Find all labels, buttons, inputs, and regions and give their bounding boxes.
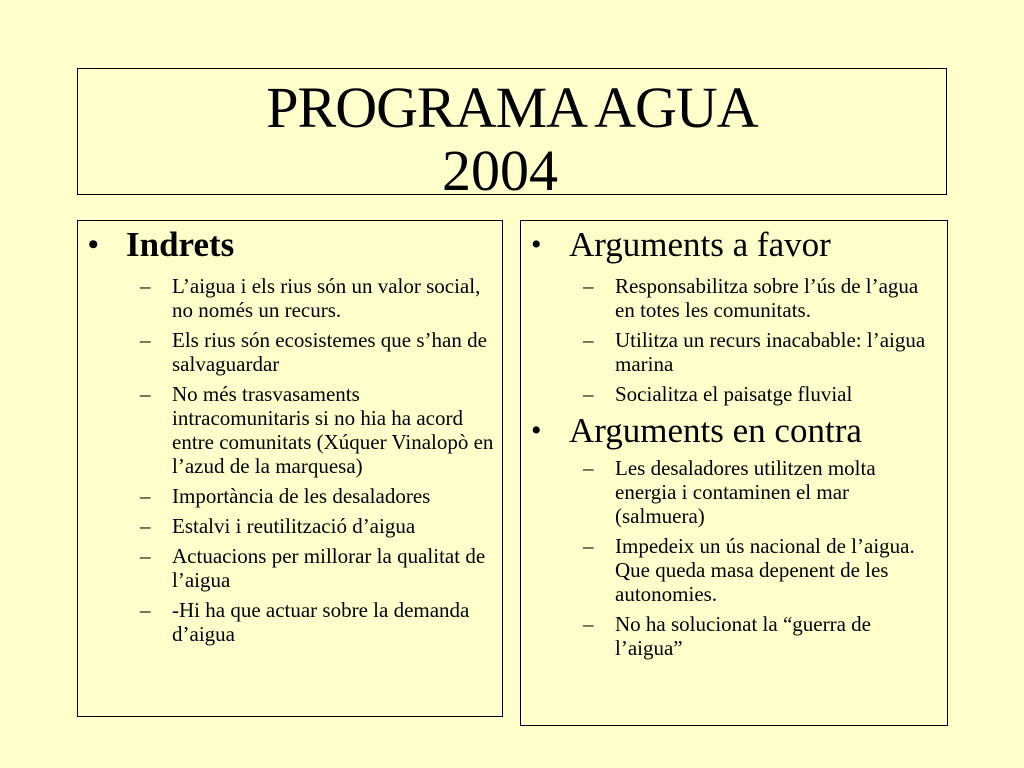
list-item: – Socialitza el paisatge fluvial xyxy=(583,382,853,406)
contra-list xyxy=(521,456,947,660)
contra-heading-label: Arguments en contra xyxy=(569,411,862,450)
list-item: – Impedeix un ús nacional de l’aigua. Que queda masa depenent de les autonomies. xyxy=(583,534,915,606)
bullet-icon: • xyxy=(88,228,99,261)
indrets-panel xyxy=(77,220,503,717)
list-item: – L’aigua i els rius són un valor social, no només un recurs. xyxy=(140,274,481,322)
list-item: – Responsabilitza sobre l’ús de l’agua en totes les comunitats. xyxy=(583,274,919,322)
list-item: – No més trasvasaments intracomunitaris si no hia ha acord entre comunitats (Xúquer Vinalopò en l’azud de la marquesa) xyxy=(140,382,494,478)
list-item: – Utilitza un recurs inacabable: l’aigua marina xyxy=(583,328,926,376)
list-item: – Importància de les desaladores xyxy=(140,484,431,508)
favor-heading-label: Arguments a favor xyxy=(569,225,831,264)
list-item: – -Hi ha que actuar sobre la demanda d’aigua xyxy=(140,598,470,646)
dash-icon: – xyxy=(140,544,151,568)
dash-icon: – xyxy=(140,484,151,508)
indrets-list xyxy=(78,274,502,646)
dash-icon: – xyxy=(583,534,594,558)
title-box xyxy=(77,68,947,203)
dash-icon: – xyxy=(140,328,151,352)
favor-list xyxy=(521,274,947,406)
dash-icon: – xyxy=(583,456,594,480)
list-item: – Actuacions per millorar la qualitat de l’aigua xyxy=(140,544,486,592)
page-title: PROGRAMA AGUA xyxy=(266,75,758,140)
list-item: – Els rius són ecosistemes que s’han de salvaguardar xyxy=(140,328,487,376)
dash-icon: – xyxy=(140,598,151,622)
bullet-icon: • xyxy=(531,414,542,447)
indrets-heading-label: Indrets xyxy=(126,225,235,264)
list-item: – Les desaladores utilitzen molta energia i contaminen el mar (salmuera) xyxy=(583,456,876,528)
favor-heading xyxy=(521,226,947,264)
bullet-icon: • xyxy=(531,228,542,261)
dash-icon: – xyxy=(140,514,151,538)
indrets-heading xyxy=(78,226,502,264)
dash-icon: – xyxy=(583,274,594,298)
dash-icon: – xyxy=(583,328,594,352)
dash-icon: – xyxy=(583,612,594,636)
page-title-year: 2004 xyxy=(442,138,558,203)
dash-icon: – xyxy=(140,382,151,406)
dash-icon: – xyxy=(140,274,151,298)
dash-icon: – xyxy=(583,382,594,406)
contra-heading xyxy=(521,412,947,450)
list-item: – No ha solucionat la “guerra de l’aigua” xyxy=(583,612,871,660)
list-item: – Estalvi i reutilització d’aigua xyxy=(140,514,416,538)
arguments-panel xyxy=(520,220,948,726)
